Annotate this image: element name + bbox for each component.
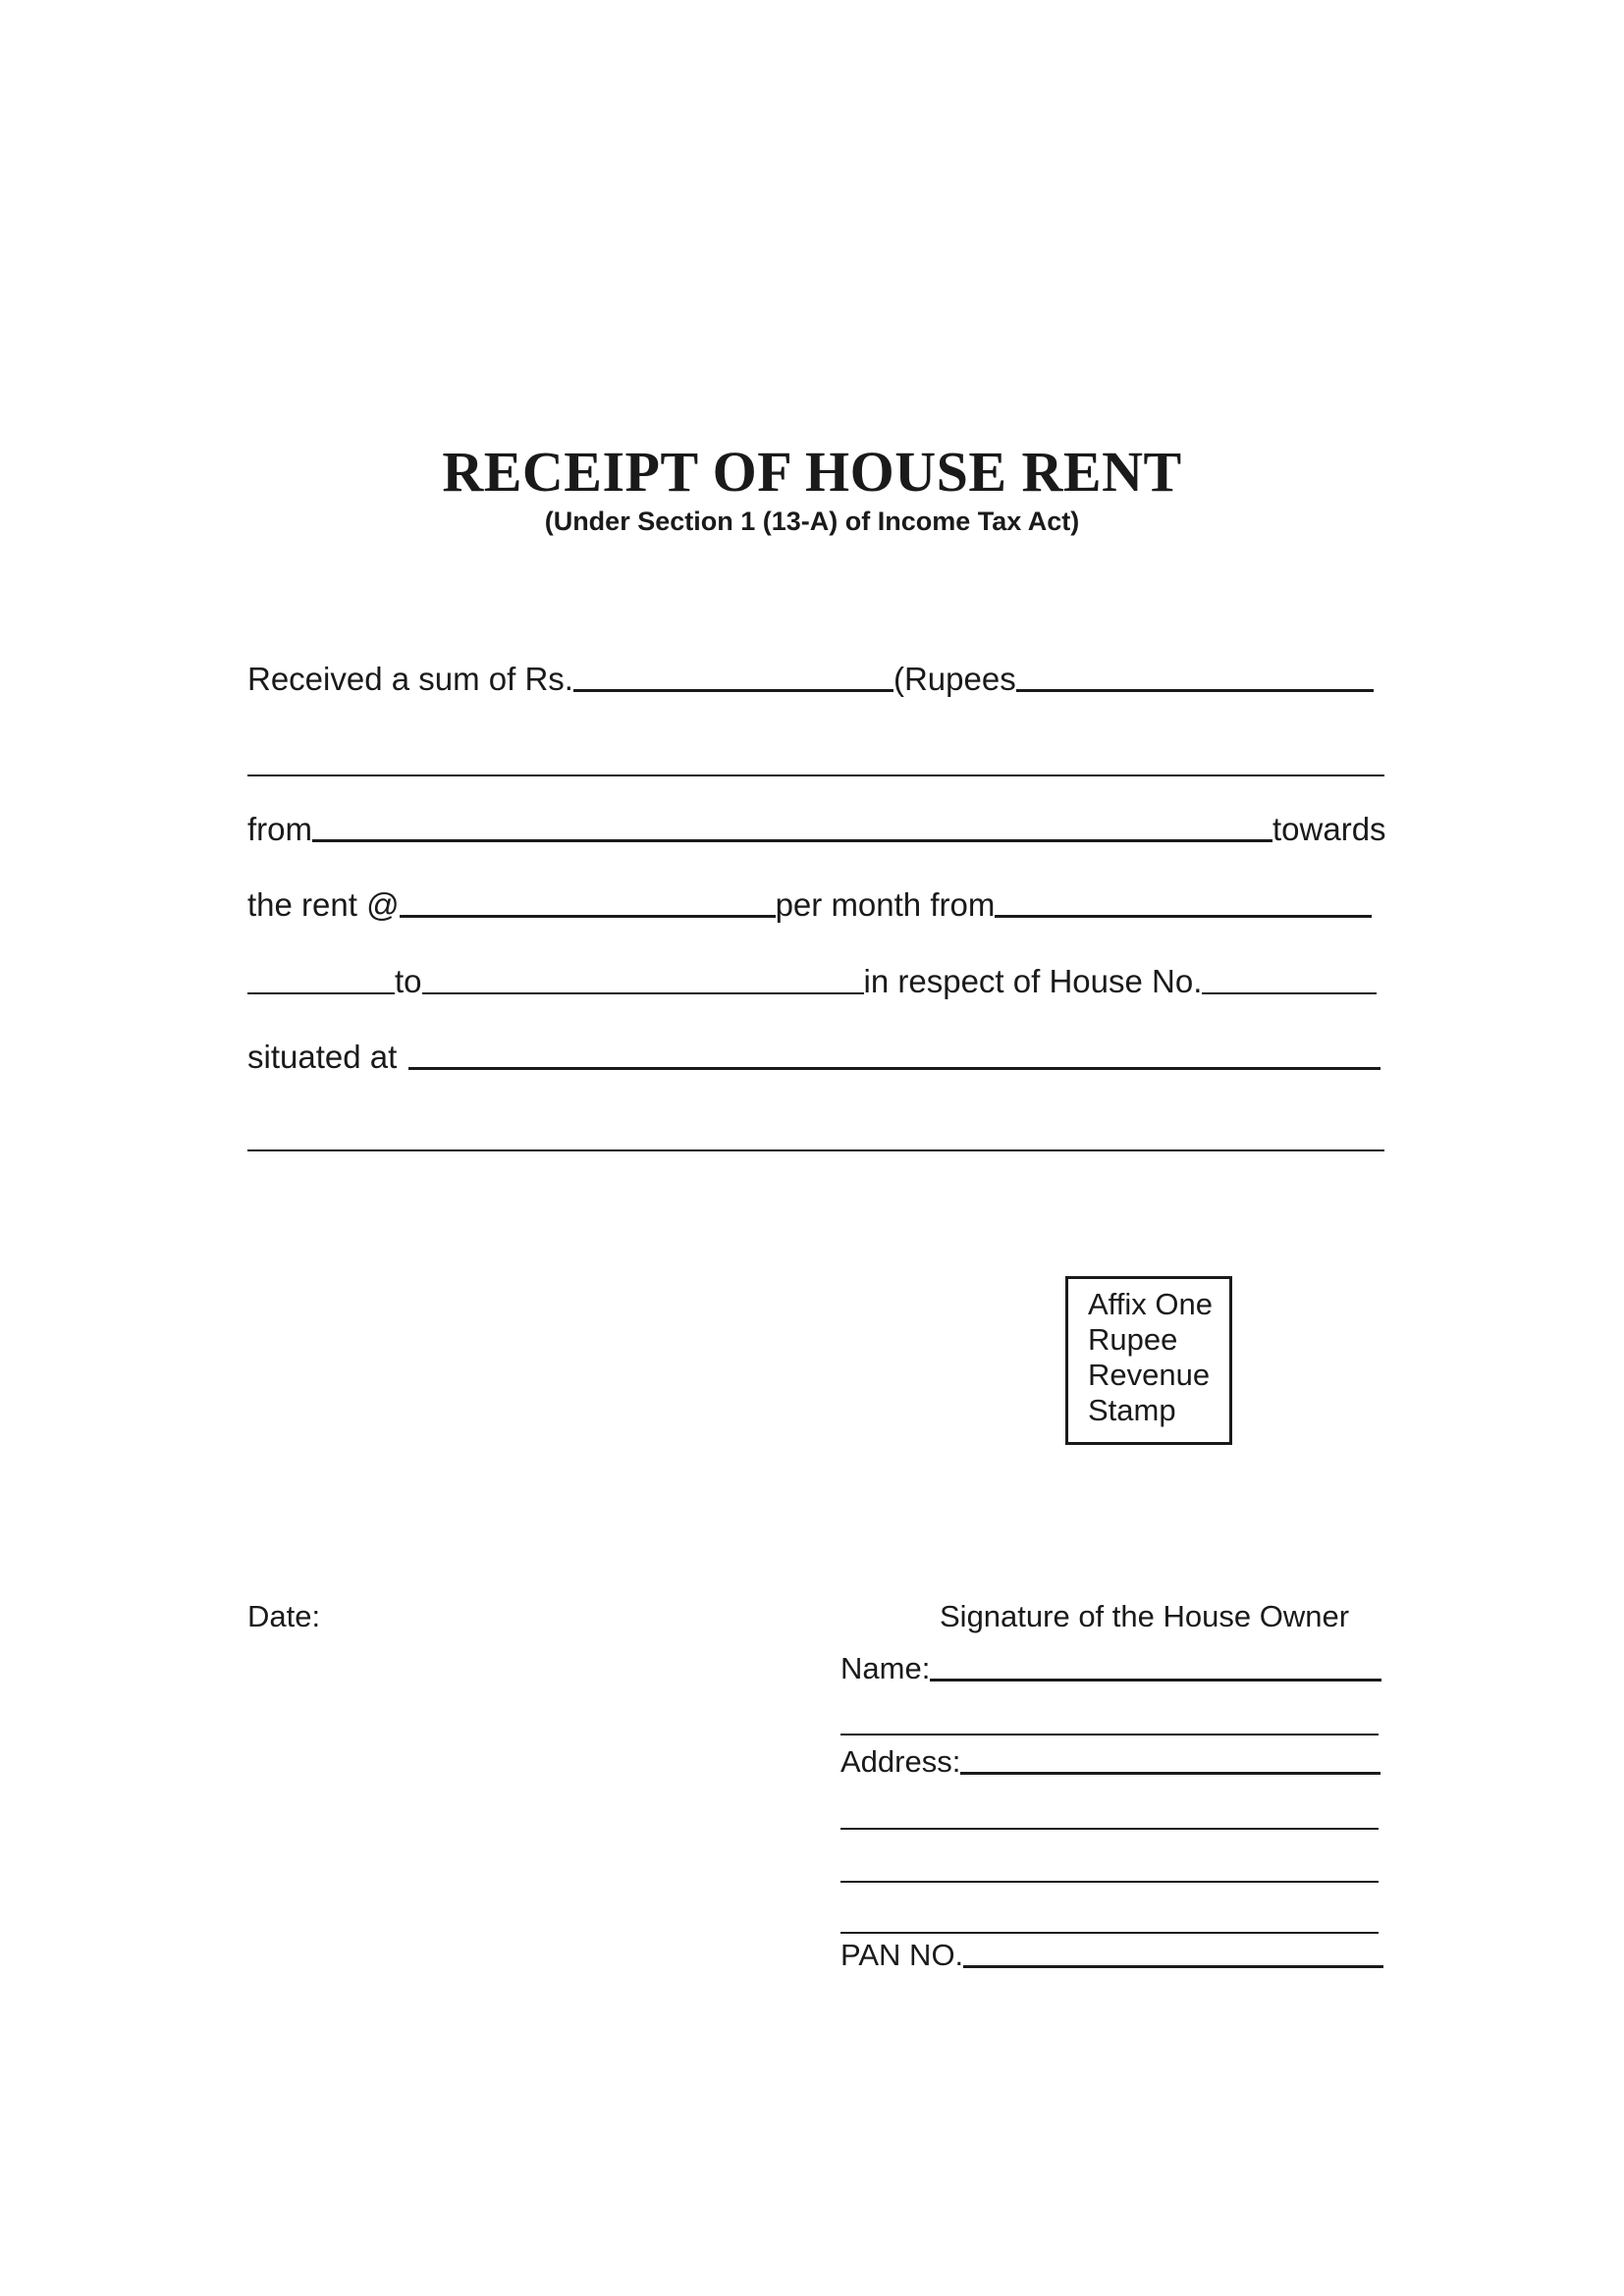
amount-in-words-field[interactable] (1016, 689, 1374, 692)
house-no-field[interactable] (1202, 992, 1377, 994)
rent-at-label: the rent @ (247, 886, 400, 923)
amount-field[interactable] (573, 689, 893, 692)
tenant-name-field[interactable] (312, 839, 1272, 842)
owner-name-field[interactable] (930, 1679, 1381, 1682)
period-end-field[interactable] (422, 992, 864, 994)
owner-address-line-4-field[interactable] (840, 1932, 1379, 1934)
from-line (247, 810, 1386, 849)
pan-line (840, 1936, 1383, 1975)
owner-name-continuation-field[interactable] (840, 1734, 1379, 1735)
owner-address-line-2-field[interactable] (840, 1828, 1379, 1830)
rent-line (247, 885, 1372, 925)
stamp-line-1: Affix One (1088, 1287, 1213, 1321)
property-address-field[interactable] (408, 1067, 1380, 1070)
page-subtitle: (Under Section 1 (13-A) of Income Tax Act) (544, 507, 1080, 536)
house-no-label: in respect of House No. (863, 963, 1203, 999)
name-label: Name: (840, 1651, 931, 1685)
stamp-line-2: Rupee (1088, 1322, 1178, 1357)
towards-label: towards (1272, 811, 1386, 847)
received-line (247, 660, 1374, 699)
monthly-rent-field[interactable] (400, 915, 776, 918)
to-label: to (395, 963, 422, 999)
received-label: Received a sum of Rs. (247, 661, 573, 697)
signature-label: Signature of the House Owner (940, 1599, 1350, 1633)
pan-label: PAN NO. (840, 1938, 964, 1972)
property-address-continuation-field[interactable] (247, 1149, 1384, 1151)
period-start-continuation-field[interactable] (247, 992, 395, 994)
situated-at-label: situated at (247, 1039, 398, 1075)
from-label: from (247, 811, 312, 847)
owner-address-line-3-field[interactable] (840, 1881, 1379, 1883)
stamp-line-3: Revenue (1088, 1358, 1211, 1392)
per-month-from-label: per month from (775, 886, 996, 923)
name-line (840, 1649, 1381, 1688)
owner-address-field[interactable] (960, 1772, 1380, 1775)
period-line (247, 962, 1377, 1001)
amount-in-words-continuation-field[interactable] (247, 774, 1384, 776)
address-line (840, 1742, 1380, 1782)
date-label: Date: (247, 1599, 321, 1633)
stamp-line-4: Stamp (1088, 1393, 1176, 1427)
pan-number-field[interactable] (963, 1965, 1383, 1968)
revenue-stamp-box (1065, 1276, 1232, 1445)
address-label: Address: (840, 1744, 961, 1779)
page-title: RECEIPT OF HOUSE RENT (442, 440, 1182, 504)
rupees-label: (Rupees (893, 661, 1016, 697)
period-start-field[interactable] (995, 915, 1372, 918)
situated-line (247, 1038, 1380, 1077)
